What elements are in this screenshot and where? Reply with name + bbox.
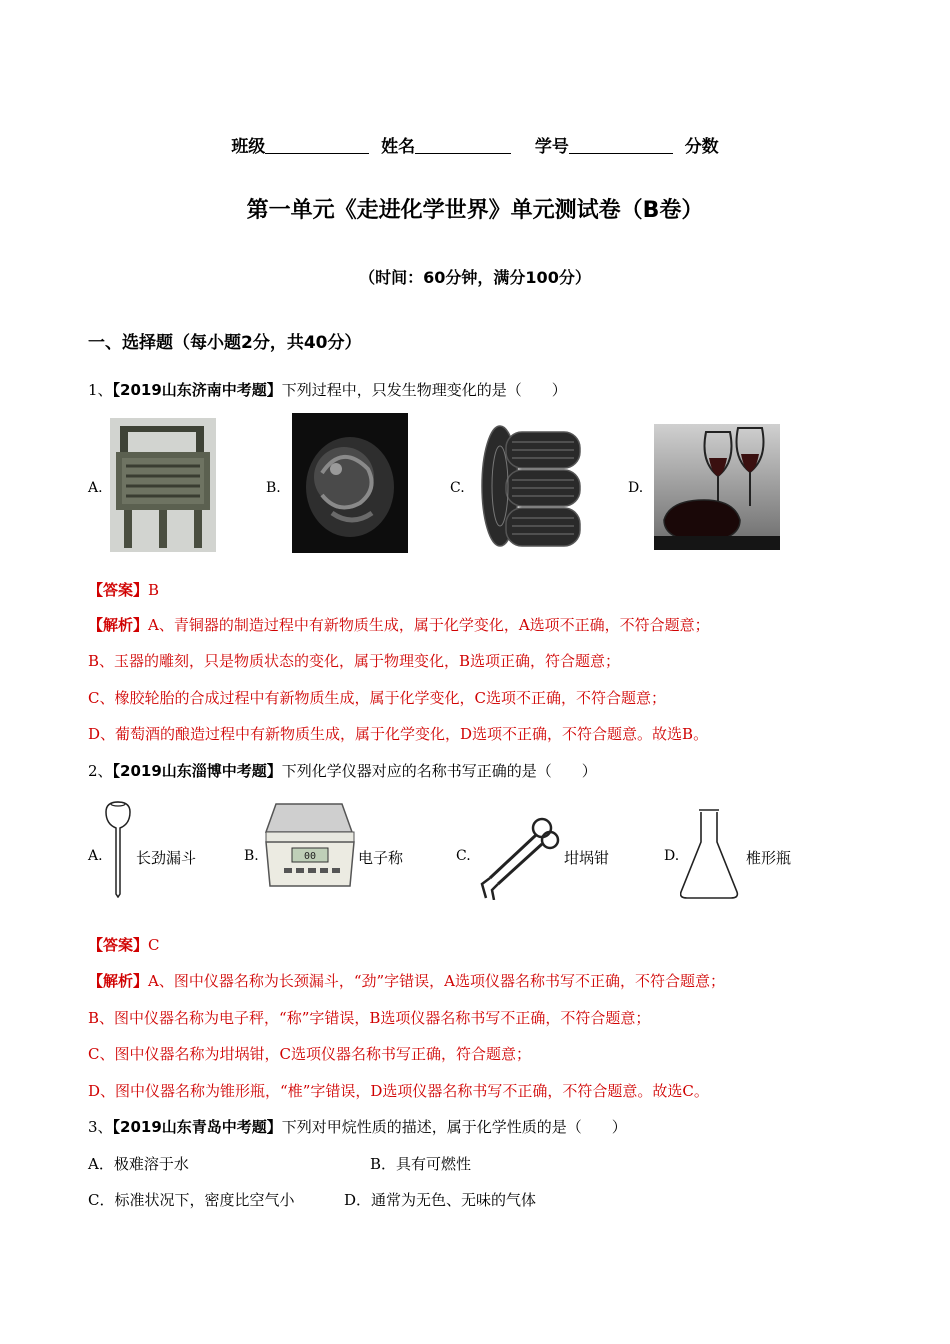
q1-option-c-label: C. <box>450 480 465 496</box>
class-blank[interactable] <box>265 137 369 154</box>
q2-option-a-label: A. <box>88 848 103 864</box>
q3-option-c: C．标准状况下，密度比空气小 <box>88 1191 295 1209</box>
question-1 <box>88 379 567 400</box>
page-subtitle: （时间：60分钟，满分100分） <box>359 268 591 287</box>
crucible-tongs-icon <box>478 814 560 900</box>
question-text: 下列对甲烷性质的描述，属于化学性质的是（ ） <box>281 1118 627 1136</box>
tire-stack-icon <box>476 420 584 552</box>
student-id-label: 学号 <box>534 137 569 157</box>
analysis-tag: 【解析】 <box>88 616 149 634</box>
question-source: 【2019山东青岛中考题】 <box>112 1118 282 1136</box>
answer-value: C <box>148 936 160 954</box>
long-neck-funnel-icon <box>100 798 136 898</box>
q1-option-d-label: D. <box>628 480 644 496</box>
question-source: 【2019山东济南中考题】 <box>112 381 282 399</box>
question-number: 3、 <box>88 1118 113 1136</box>
q1-analysis-line-2: B、玉器的雕刻，只是物质状态的变化，属于物理变化，B选项正确，符合题意； <box>88 652 621 670</box>
q2-answer <box>88 934 160 955</box>
jade-carving-icon <box>292 413 408 553</box>
q2-option-d-name: 椎形瓶 <box>746 849 792 867</box>
q1-analysis-line-4: D、葡萄酒的酿造过程中有新物质生成，属于化学变化，D选项不正确，不符合题意。故选B。 <box>88 725 709 743</box>
q2-analysis-line-1 <box>88 970 725 991</box>
bronze-ding-icon <box>110 418 216 552</box>
q2-analysis-line-2: B、图中仪器名称为电子秤，“称”字错误，B选项仪器名称书写不正确，不符合题意； <box>88 1009 651 1027</box>
answer-tag: 【答案】 <box>88 581 149 599</box>
q1-analysis-line-3: C、橡胶轮胎的合成过程中有新物质生成，属于化学变化，C选项不正确，不符合题意； <box>88 689 666 707</box>
wine-glasses-icon <box>654 424 780 550</box>
q2-option-a-name: 长劲漏斗 <box>136 849 197 867</box>
q3-option-d: D．通常为无色、无味的气体 <box>344 1191 537 1209</box>
q1-option-a-label: A. <box>88 480 103 496</box>
analysis-tag: 【解析】 <box>88 972 149 990</box>
q3-option-b: B．具有可燃性 <box>370 1155 472 1173</box>
name-label: 姓名 <box>381 137 416 157</box>
q1-option-b-label: B. <box>266 480 281 496</box>
q2-analysis-line-3: C、图中仪器名称为坩埚钳，C选项仪器名称书写正确，符合题意； <box>88 1045 531 1063</box>
answer-tag: 【答案】 <box>88 936 149 954</box>
question-2 <box>88 760 597 781</box>
question-number: 1、 <box>88 381 113 399</box>
page-title: 第一单元《走进化学世界》单元测试卷（B卷） <box>246 198 704 223</box>
answer-value: B <box>148 581 160 599</box>
score-label: 分数 <box>684 137 719 157</box>
question-number: 2、 <box>88 762 113 780</box>
section-heading: 一、选择题（每小题2分，共40分） <box>88 333 362 353</box>
question-text: 下列过程中，只发生物理变化的是（ ） <box>281 381 567 399</box>
electronic-scale-icon <box>262 794 356 892</box>
analysis-text: A、图中仪器名称为长颈漏斗，“劲”字错误，A选项仪器名称书写不正确，不符合题意； <box>148 972 726 990</box>
q1-analysis-line-1 <box>88 614 710 635</box>
q2-option-b-name: 电子称 <box>358 849 404 867</box>
q3-option-a: A．极难溶于水 <box>88 1155 189 1173</box>
question-3 <box>88 1116 627 1137</box>
conical-flask-icon <box>680 808 744 902</box>
analysis-text: A、青铜器的制造过程中有新物质生成，属于化学变化，A选项不正确，不符合题意； <box>148 616 710 634</box>
q2-option-c-name: 坩埚钳 <box>564 849 610 867</box>
q2-option-d-label: D. <box>664 848 680 864</box>
q2-option-c-label: C. <box>456 848 471 864</box>
name-blank[interactable] <box>415 137 511 154</box>
class-label: 班级 <box>231 137 266 157</box>
student-id-blank[interactable] <box>569 137 673 154</box>
scale-display-readout: 00 <box>303 851 317 862</box>
q2-option-b-label: B. <box>244 848 259 864</box>
question-text: 下列化学仪器对应的名称书写正确的是（ ） <box>281 762 597 780</box>
q1-answer <box>88 579 159 600</box>
question-source: 【2019山东淄博中考题】 <box>112 762 282 780</box>
q2-analysis-line-4: D、图中仪器名称为锥形瓶，“椎”字错误，D选项仪器名称书写不正确，不符合题意。故选C。 <box>88 1082 709 1100</box>
student-info-line <box>0 132 950 157</box>
